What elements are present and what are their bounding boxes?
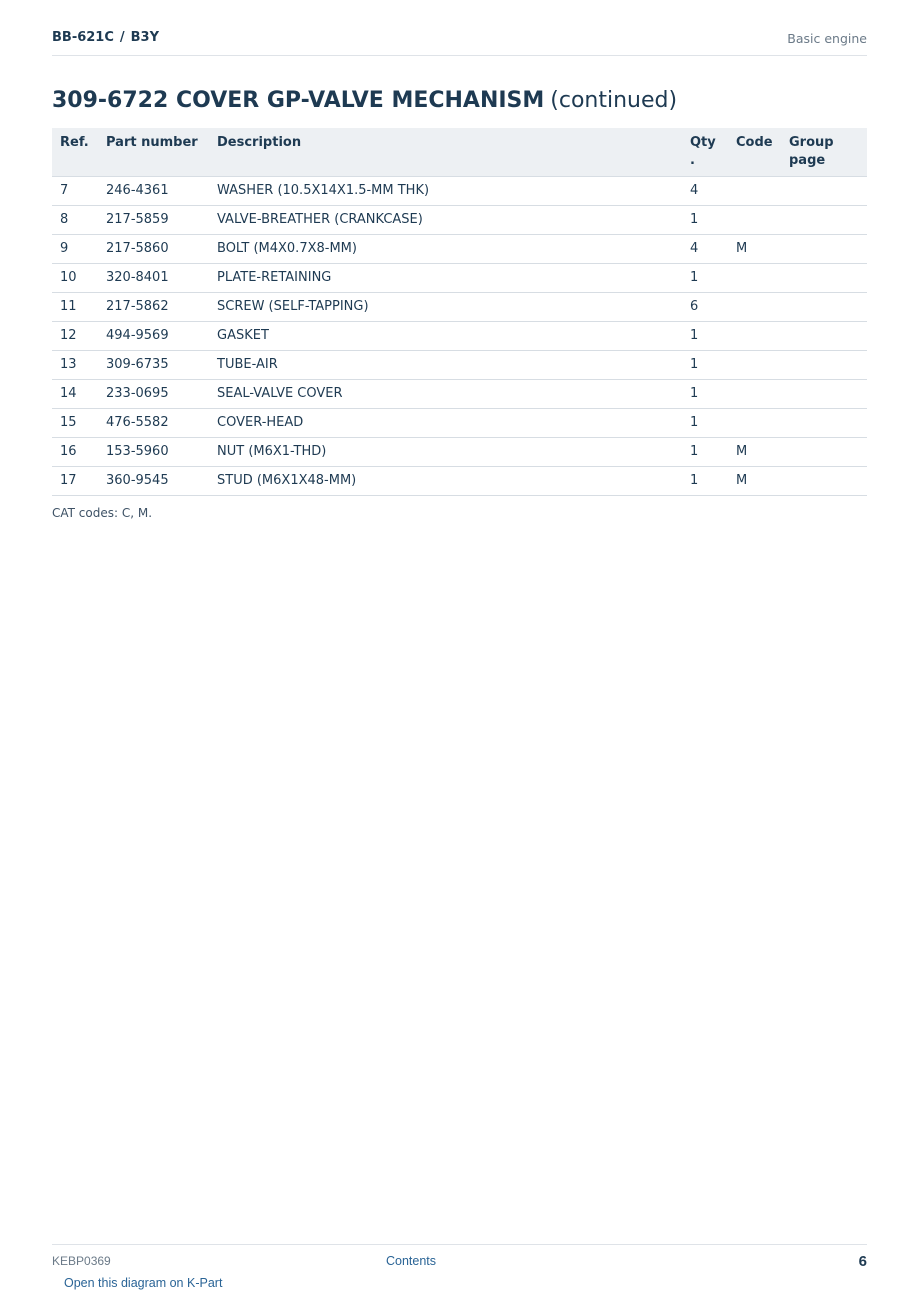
model-code: BB-621C [52, 30, 114, 45]
col-header-group-page: Group page [781, 128, 867, 176]
cell-ref: 10 [52, 263, 98, 292]
cell-ref: 16 [52, 437, 98, 466]
cell-part-number: 217-5859 [98, 205, 209, 234]
cell-ref: 11 [52, 292, 98, 321]
cell-description: SEAL-VALVE COVER [209, 379, 682, 408]
cell-ref: 7 [52, 176, 98, 205]
cell-qty: 1 [682, 408, 728, 437]
cell-code: M [728, 437, 781, 466]
table-header-row [52, 128, 867, 176]
parts-table [52, 128, 867, 496]
cell-ref: 14 [52, 379, 98, 408]
table-row [52, 321, 867, 350]
breadcrumb [52, 30, 159, 45]
cell-description: VALVE-BREATHER (CRANKCASE) [209, 205, 682, 234]
serial-prefix: B3Y [130, 30, 160, 45]
cell-part-number: 217-5860 [98, 234, 209, 263]
cell-ref: 12 [52, 321, 98, 350]
cell-part-number: 476-5582 [98, 408, 209, 437]
document-id: KEBP0369 [52, 1254, 111, 1268]
cell-description: SCREW (SELF-TAPPING) [209, 292, 682, 321]
cell-description: WASHER (10.5X14X1.5-MM THK) [209, 176, 682, 205]
cell-code [728, 321, 781, 350]
breadcrumb-separator: / [119, 30, 125, 45]
cell-code [728, 292, 781, 321]
cell-part-number: 153-5960 [98, 437, 209, 466]
table-row [52, 408, 867, 437]
cat-codes-note: CAT codes: C, M. [52, 506, 153, 520]
table-row [52, 234, 867, 263]
col-header-description: Description [209, 128, 682, 176]
parts-table-body [52, 176, 867, 495]
cell-ref: 8 [52, 205, 98, 234]
cell-part-number: 233-0695 [98, 379, 209, 408]
cell-qty: 1 [682, 437, 728, 466]
cell-qty: 4 [682, 234, 728, 263]
cell-qty: 1 [682, 379, 728, 408]
cell-description: TUBE-AIR [209, 350, 682, 379]
page-number: 6 [858, 1253, 867, 1270]
title-main: 309-6722 COVER GP-VALVE MECHANISM [52, 88, 545, 113]
cell-qty: 1 [682, 321, 728, 350]
cell-qty: 1 [682, 350, 728, 379]
open-kpart-link[interactable]: Open this diagram on K-Part [64, 1276, 223, 1290]
cell-group-page [781, 321, 867, 350]
cell-description: NUT (M6X1-THD) [209, 437, 682, 466]
cell-ref: 9 [52, 234, 98, 263]
cell-qty: 1 [682, 466, 728, 495]
page-title [52, 88, 677, 113]
cell-code [728, 263, 781, 292]
cell-code [728, 379, 781, 408]
cell-part-number: 320-8401 [98, 263, 209, 292]
cell-qty: 1 [682, 263, 728, 292]
cell-ref: 13 [52, 350, 98, 379]
cell-group-page [781, 408, 867, 437]
cell-description: BOLT (M4X0.7X8-MM) [209, 234, 682, 263]
table-row [52, 350, 867, 379]
table-row [52, 437, 867, 466]
table-row [52, 292, 867, 321]
cell-part-number: 309-6735 [98, 350, 209, 379]
cell-part-number: 246-4361 [98, 176, 209, 205]
col-header-code: Code [728, 128, 781, 176]
cell-qty: 1 [682, 205, 728, 234]
cell-description: STUD (M6X1X48-MM) [209, 466, 682, 495]
cell-part-number: 217-5862 [98, 292, 209, 321]
table-row [52, 205, 867, 234]
cell-part-number: 360-9545 [98, 466, 209, 495]
cell-ref: 17 [52, 466, 98, 495]
cell-code [728, 205, 781, 234]
col-header-ref: Ref. [52, 128, 98, 176]
table-row [52, 466, 867, 495]
col-header-qty: Qty . [682, 128, 728, 176]
contents-link[interactable]: Contents [386, 1254, 437, 1268]
title-suffix: (continued) [550, 88, 678, 113]
cell-code: M [728, 466, 781, 495]
cell-description: COVER-HEAD [209, 408, 682, 437]
page-footer [52, 1244, 867, 1277]
table-row [52, 263, 867, 292]
cell-group-page [781, 292, 867, 321]
cell-code [728, 408, 781, 437]
cell-ref: 15 [52, 408, 98, 437]
cell-code [728, 350, 781, 379]
col-header-part-number: Part number [98, 128, 209, 176]
cell-description: GASKET [209, 321, 682, 350]
cell-qty: 4 [682, 176, 728, 205]
cell-code: M [728, 234, 781, 263]
page-header [52, 28, 867, 56]
cell-qty: 6 [682, 292, 728, 321]
section-name: Basic engine [787, 31, 867, 46]
table-row [52, 379, 867, 408]
cell-group-page [781, 263, 867, 292]
cell-code [728, 176, 781, 205]
cell-group-page [781, 234, 867, 263]
cell-group-page [781, 176, 867, 205]
cell-group-page [781, 437, 867, 466]
cell-group-page [781, 350, 867, 379]
cell-group-page [781, 205, 867, 234]
table-row [52, 176, 867, 205]
cell-group-page [781, 466, 867, 495]
cell-part-number: 494-9569 [98, 321, 209, 350]
cell-description: PLATE-RETAINING [209, 263, 682, 292]
cell-group-page [781, 379, 867, 408]
